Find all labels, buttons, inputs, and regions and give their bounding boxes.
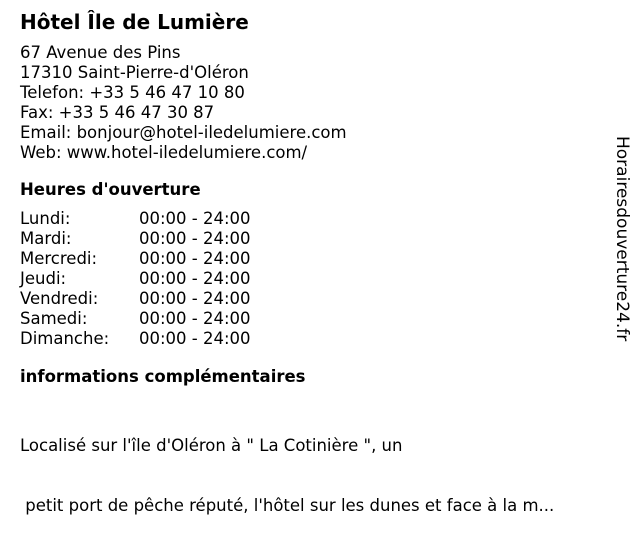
day-time: 00:00 - 24:00 [139,329,251,348]
day-label: Vendredi: [20,289,99,308]
day-label: Samedi: [20,309,88,328]
day-time: 00:00 - 24:00 [139,209,251,228]
hours-row [20,249,610,269]
day-time: 00:00 - 24:00 [139,229,251,248]
day-label: Jeudi: [20,269,67,288]
day-label: Dimanche: [20,329,110,348]
site-watermark: Horairesdouverture24.fr [612,136,632,342]
info-heading: informations complémentaires [20,367,306,386]
day-label: Lundi: [20,209,71,228]
day-label: Mercredi: [20,249,98,268]
email-line: Email: bonjour@hotel-iledelumiere.com [20,123,347,142]
address-city: 17310 Saint-Pierre-d'Oléron [20,63,249,82]
info-line: petit port de pêche réputé, l'hôtel sur les dunes et face à la m... [20,496,555,515]
hours-row [20,309,610,329]
hours-row [20,269,610,289]
hotel-card [20,8,610,556]
web-line: Web: www.hotel-iledelumiere.com/ [20,143,308,162]
day-label: Mardi: [20,229,72,248]
day-time: 00:00 - 24:00 [139,269,251,288]
day-time: 00:00 - 24:00 [139,309,251,328]
hours-heading: Heures d'ouverture [20,180,201,199]
day-time: 00:00 - 24:00 [139,289,251,308]
address-street: 67 Avenue des Pins [20,43,181,62]
info-description [20,396,610,556]
hours-table [20,209,610,349]
info-line: Localisé sur l'île d'Oléron à " La Cotinière ", un [20,436,403,455]
fax-line: Fax: +33 5 46 47 30 87 [20,103,215,122]
contact-block [20,43,610,163]
phone-line: Telefon: +33 5 46 47 10 80 [20,83,245,102]
hours-row [20,209,610,229]
hours-row [20,229,610,249]
hours-row [20,289,610,309]
hotel-name: Hôtel Île de Lumière [20,10,249,34]
hours-row [20,329,610,349]
day-time: 00:00 - 24:00 [139,249,251,268]
